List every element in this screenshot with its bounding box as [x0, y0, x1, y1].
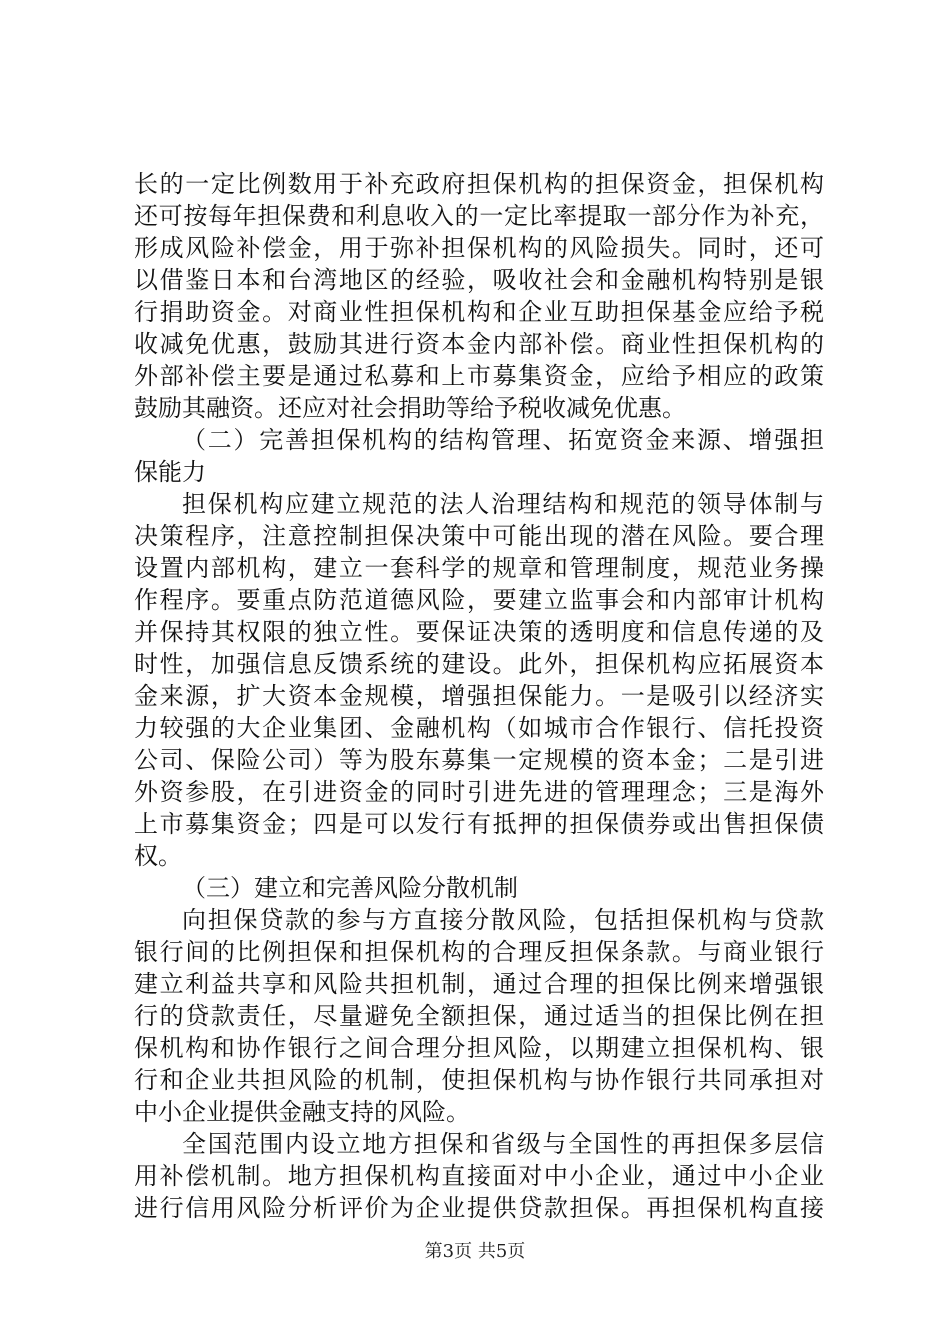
- text-line: 时性，加强信息反馈系统的建设。此外，担保机构应拓展资本: [134, 650, 824, 678]
- text-line: 决策程序，注意控制担保决策中可能出现的潜在风险。要合理: [134, 522, 824, 550]
- text-line: 中小企业提供金融支持的风险。: [134, 1098, 470, 1126]
- text-line: 公司、保险公司）等为股东募集一定规模的资本金；二是引进: [134, 746, 824, 774]
- text-line: 长的一定比例数用于补充政府担保机构的担保资金，担保机构: [134, 170, 824, 198]
- text-line: 保机构和协作银行之间合理分担风险，以期建立担保机构、银: [134, 1034, 824, 1062]
- body-text: [134, 168, 824, 1224]
- section-heading-3: （三）建立和完善风险分散机制: [182, 874, 518, 902]
- text-line: 设置内部机构，建立一套科学的规章和管理制度，规范业务操: [134, 554, 824, 582]
- text-line: 以借鉴日本和台湾地区的经验，吸收社会和金融机构特别是银: [134, 266, 824, 294]
- text-line: 行捐助资金。对商业性担保机构和企业互助担保基金应给予税: [134, 298, 824, 326]
- text-line: 还可按每年担保费和利息收入的一定比率提取一部分作为补充，: [134, 202, 824, 230]
- page-number: 第3页 共5页: [424, 1241, 526, 1262]
- text-line: 用补偿机制。地方担保机构直接面对中小企业，通过中小企业: [134, 1162, 824, 1190]
- text-line: 全国范围内设立地方担保和省级与全国性的再担保多层信: [182, 1130, 824, 1158]
- text-line: 外资参股，在引进资金的同时引进先进的管理理念；三是海外: [134, 778, 824, 806]
- text-line: 上市募集资金；四是可以发行有抵押的担保债券或出售担保债: [134, 810, 824, 838]
- text-line: 形成风险补偿金，用于弥补担保机构的风险损失。同时，还可: [134, 234, 824, 262]
- section-heading-2: （二）完善担保机构的结构管理、拓宽资金来源、增强担: [182, 426, 824, 454]
- text-line: 外部补偿主要是通过私募和上市募集资金，应给予相应的政策: [134, 362, 824, 390]
- text-line: 行的贷款责任，尽量避免全额担保，通过适当的担保比例在担: [134, 1002, 824, 1030]
- text-line: 鼓励其融资。还应对社会捐助等给予税收减免优惠。: [134, 394, 686, 422]
- text-line: 银行间的比例担保和担保机构的合理反担保条款。与商业银行: [134, 938, 824, 966]
- text-line: 权。: [134, 842, 182, 870]
- text-line: 进行信用风险分析评价为企业提供贷款担保。再担保机构直接: [134, 1194, 824, 1222]
- text-line: 担保机构应建立规范的法人治理结构和规范的领导体制与: [182, 490, 824, 518]
- text-line: 作程序。要重点防范道德风险，要建立监事会和内部审计机构: [134, 586, 824, 614]
- section-heading-2-cont: 保能力: [134, 458, 206, 486]
- text-line: 建立利益共享和风险共担机制，通过合理的担保比例来增强银: [134, 970, 824, 998]
- text-line: 金来源，扩大资本金规模，增强担保能力。一是吸引以经济实: [134, 682, 824, 710]
- text-line: 力较强的大企业集团、金融机构（如城市合作银行、信托投资: [134, 714, 824, 742]
- text-line: 收减免优惠，鼓励其进行资本金内部补偿。商业性担保机构的: [134, 330, 824, 358]
- text-line: 向担保贷款的参与方直接分散风险，包括担保机构与贷款: [182, 906, 824, 934]
- text-line: 并保持其权限的独立性。要保证决策的透明度和信息传递的及: [134, 618, 824, 646]
- text-line: 行和企业共担风险的机制，使担保机构与协作银行共同承担对: [134, 1066, 824, 1094]
